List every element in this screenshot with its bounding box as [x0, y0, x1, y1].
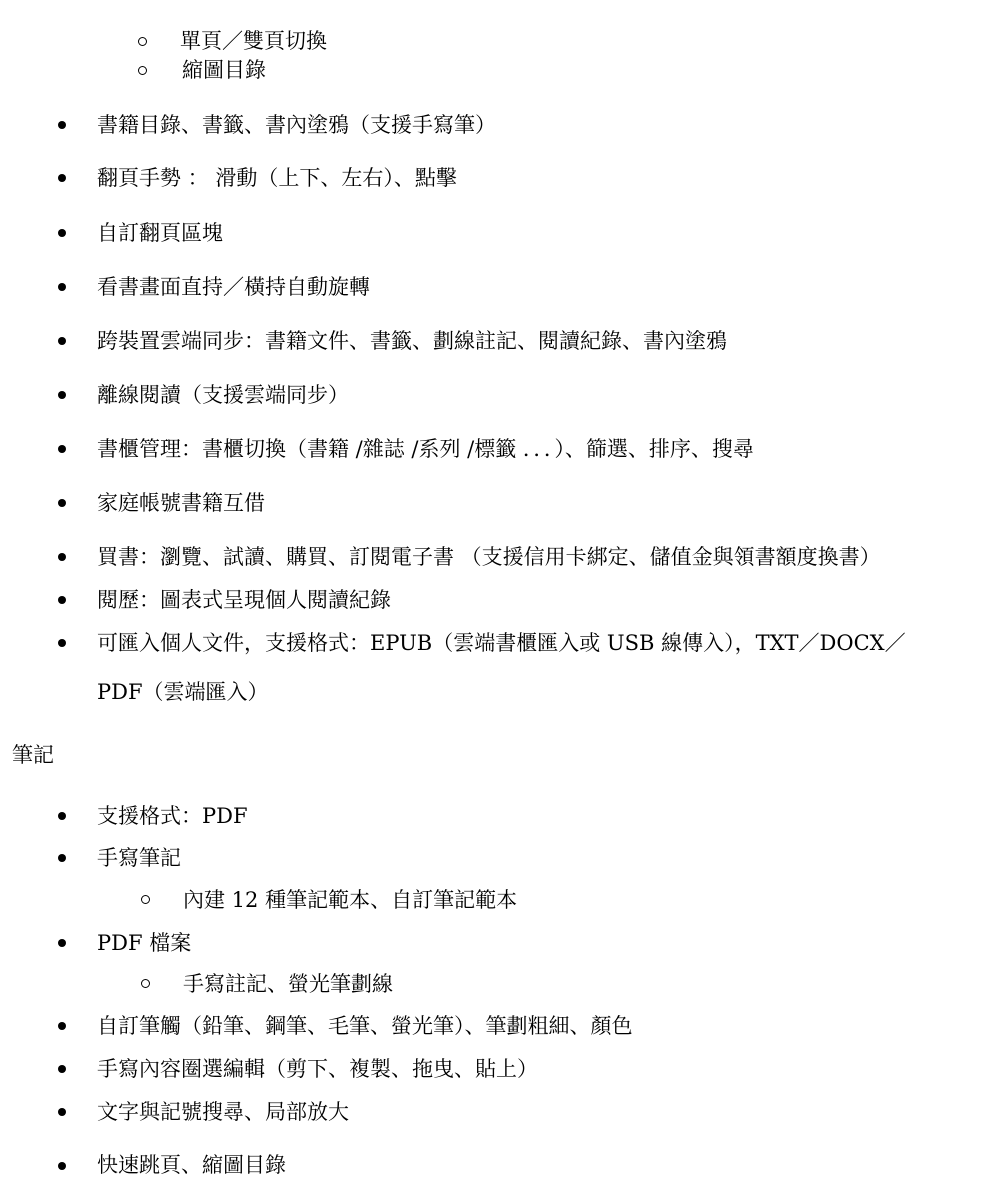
- bullet-icon: [58, 939, 66, 947]
- sub-bullet-icon: [141, 979, 150, 988]
- bullet-icon: [58, 174, 66, 182]
- list-item: 手寫筆記: [97, 846, 181, 870]
- list-item: 買書：瀏覽、試讀、購買、訂閱電子書 （支援信用卡綁定、儲值金與領書額度換書）: [97, 545, 881, 569]
- bullet-icon: [58, 229, 66, 237]
- bullet-icon: [58, 391, 66, 399]
- bullet-icon: [58, 445, 66, 453]
- list-item: 看書畫面直持／橫持自動旋轉: [97, 275, 370, 299]
- list-item: 家庭帳號書籍互借: [97, 491, 265, 515]
- list-item: 快速跳頁、縮圖目錄: [97, 1153, 286, 1177]
- sub-bullet-icon: [138, 66, 147, 75]
- sub-list-item: 內建 12 種筆記範本、自訂筆記範本: [183, 888, 518, 912]
- sub-bullet-icon: [138, 37, 147, 46]
- bullet-icon: [58, 596, 66, 604]
- bullet-icon: [58, 1162, 66, 1170]
- sub-list-item: 縮圖目錄: [182, 58, 266, 82]
- list-item: 可匯入個人文件，支援格式：EPUB（雲端書櫃匯入或 USB 線傳入），TXT／DOCX／: [97, 631, 906, 655]
- list-item: PDF 檔案: [97, 931, 192, 955]
- sub-list-item: 單頁／雙頁切換: [180, 29, 327, 53]
- bullet-icon: [58, 283, 66, 291]
- section-heading: 筆記: [12, 743, 54, 767]
- list-item: 翻頁手勢 ： 滑動（上下、左右）、點擊: [97, 166, 457, 190]
- list-item: 閱歷：圖表式呈現個人閱讀紀錄: [97, 588, 391, 612]
- bullet-icon: [58, 639, 66, 647]
- list-item: 手寫內容圈選編輯（剪下、複製、拖曳、貼上）: [97, 1057, 538, 1081]
- list-item: 自訂翻頁區塊: [97, 221, 223, 245]
- bullet-icon: [58, 1022, 66, 1030]
- list-item: 跨裝置雲端同步：書籍文件、書籤、劃線註記、閱讀紀錄、書內塗鴉: [97, 329, 727, 353]
- list-item: 書籍目錄、書籤、書內塗鴉（支援手寫筆）: [97, 113, 496, 137]
- bullet-icon: [58, 854, 66, 862]
- bullet-icon: [58, 812, 66, 820]
- list-item: 書櫃管理：書櫃切換（書籍 /雜誌 /系列 /標籤 ．．．）、篩選、排序、搜尋: [97, 437, 754, 461]
- list-item: 支援格式：PDF: [97, 804, 248, 828]
- list-item: 離線閱讀（支援雲端同步）: [97, 383, 349, 407]
- bullet-icon: [58, 1108, 66, 1116]
- sub-list-item: 手寫註記、螢光筆劃線: [183, 972, 393, 996]
- list-item: 文字與記號搜尋、局部放大: [97, 1100, 349, 1124]
- bullet-icon: [58, 1065, 66, 1073]
- bullet-icon: [58, 337, 66, 345]
- list-item-continuation: PDF（雲端匯入）: [97, 680, 269, 704]
- bullet-icon: [58, 553, 66, 561]
- bullet-icon: [58, 499, 66, 507]
- list-item: 自訂筆觸（鉛筆、鋼筆、毛筆、螢光筆）、筆劃粗細、顏色: [97, 1014, 633, 1038]
- bullet-icon: [58, 121, 66, 129]
- sub-bullet-icon: [141, 895, 150, 904]
